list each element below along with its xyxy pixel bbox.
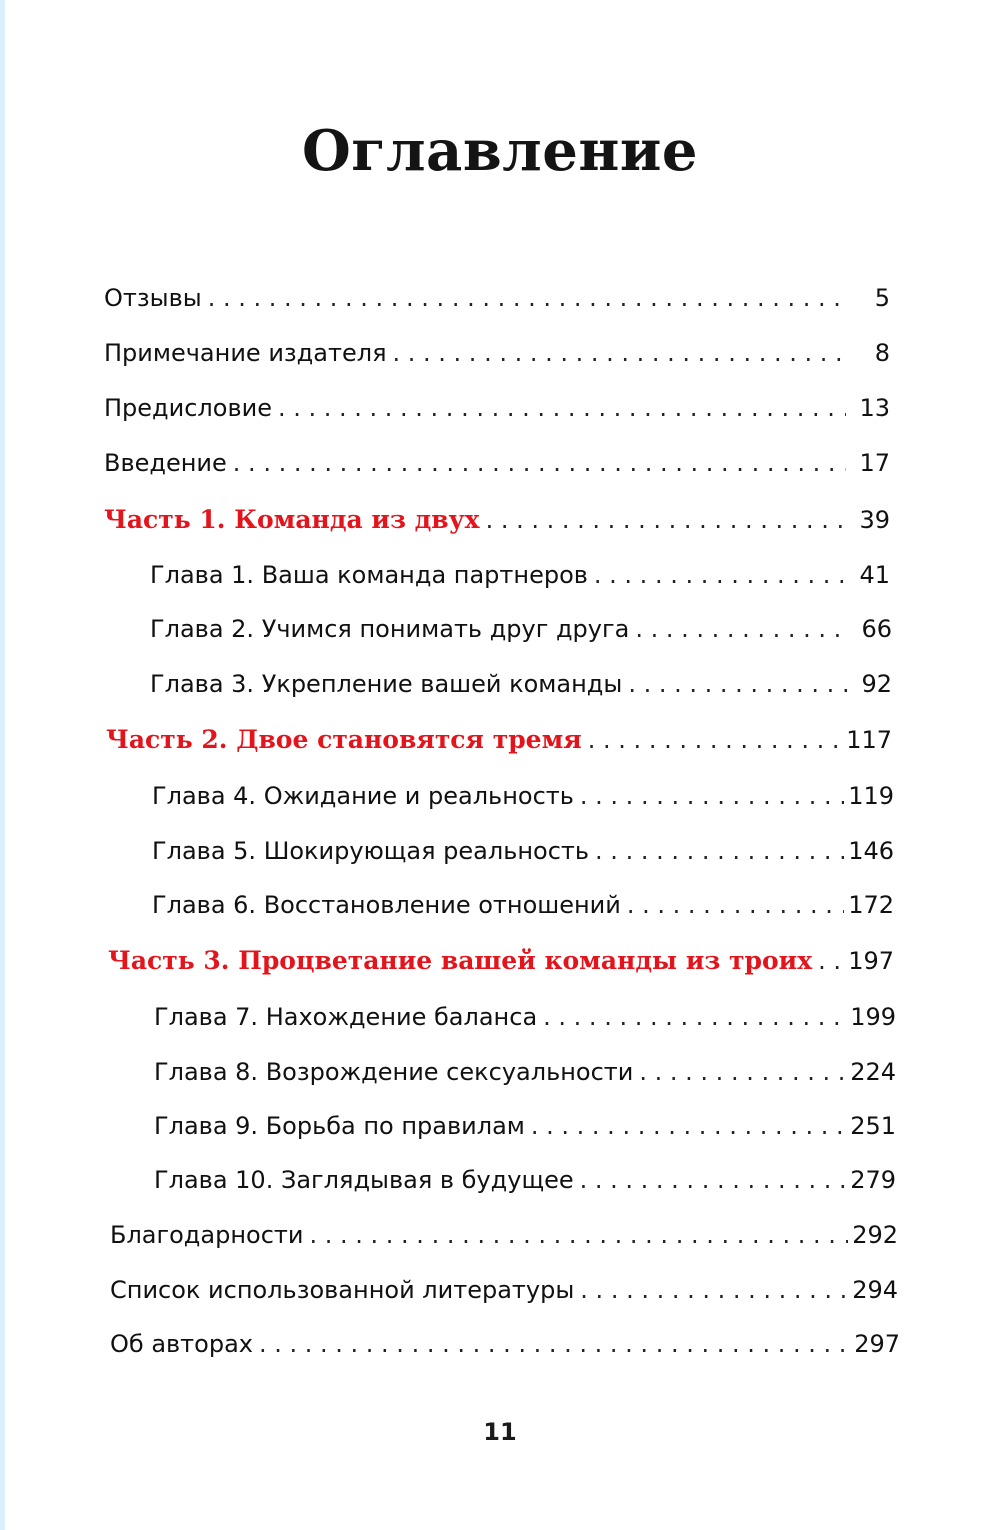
toc-part-1[interactable]	[104, 504, 890, 536]
toc-entry-page: 197	[848, 947, 894, 975]
toc-entry-label: Глава 9. Борьба по правилам	[154, 1112, 525, 1140]
toc-entry-label: Предисловие	[104, 394, 272, 422]
toc-entry-page: 146	[848, 837, 894, 865]
toc-entry-label: Глава 10. Заглядывая в будущее	[154, 1166, 574, 1194]
toc-entry-page: 8	[874, 339, 890, 367]
toc-entry-page: 17	[859, 449, 890, 477]
leader-dots	[278, 392, 846, 424]
toc-part-label: Часть 2. Двое становятся тремя	[106, 725, 582, 754]
toc-chapter-4[interactable]	[152, 780, 894, 812]
toc-entry-label: Глава 6. Восстановление отношений	[152, 891, 621, 919]
leader-dots	[310, 1219, 849, 1251]
toc-entry-publisher-note[interactable]	[104, 337, 890, 369]
leader-dots	[594, 559, 846, 591]
toc-entry-page: 41	[859, 561, 890, 589]
toc-entry-page: 13	[859, 394, 890, 422]
toc-entry-about-authors[interactable]	[110, 1328, 900, 1360]
toc-chapter-8[interactable]	[154, 1056, 896, 1088]
leader-dots	[259, 1328, 850, 1360]
toc-part-label: Часть 3. Процветание вашей команды из троих	[108, 946, 813, 975]
leader-dots	[580, 1274, 848, 1306]
toc-entry-label: Список использованной литературы	[110, 1276, 575, 1304]
toc-entry-page: 294	[852, 1276, 898, 1304]
toc-entry-page: 279	[850, 1166, 896, 1194]
toc-entry-label: Об авторах	[110, 1330, 253, 1358]
leader-dots	[580, 780, 844, 812]
toc-entry-bibliography[interactable]	[110, 1274, 898, 1306]
toc-part-2[interactable]	[106, 724, 892, 756]
leader-dots	[628, 668, 848, 700]
toc-entry-page: 292	[852, 1221, 898, 1249]
toc-entry-label: Введение	[104, 449, 227, 477]
toc-chapter-2[interactable]	[150, 613, 892, 645]
page-number: 11	[483, 1418, 517, 1446]
leader-dots	[531, 1110, 846, 1142]
toc-entry-page: 297	[854, 1330, 900, 1358]
toc-entry-reviews[interactable]	[104, 282, 890, 314]
toc-chapter-9[interactable]	[154, 1110, 896, 1142]
page-title: Оглавление	[301, 118, 699, 184]
toc-chapter-10[interactable]	[154, 1164, 896, 1196]
toc-entry-page: 5	[874, 284, 890, 312]
leader-dots	[393, 337, 846, 369]
toc-entry-label: Глава 2. Учимся понимать друг друга	[150, 615, 630, 643]
toc-entry-label: Отзывы	[104, 284, 202, 312]
toc-entry-page: 119	[848, 782, 894, 810]
toc-chapter-1[interactable]	[150, 559, 890, 591]
toc-entry-page: 199	[850, 1003, 896, 1031]
toc-chapter-6[interactable]	[152, 889, 894, 921]
leader-dots	[635, 613, 848, 645]
leader-dots	[588, 724, 842, 756]
toc-entry-page: 224	[850, 1058, 896, 1086]
toc-entry-label: Глава 8. Возрождение сексуальности	[154, 1058, 634, 1086]
toc-entry-introduction[interactable]	[104, 447, 890, 479]
leader-dots	[233, 447, 846, 479]
toc-entry-page: 66	[861, 615, 892, 643]
toc-entry-page: 251	[850, 1112, 896, 1140]
toc-entry-page: 92	[861, 670, 892, 698]
toc-entry-label: Благодарности	[110, 1221, 304, 1249]
toc-entry-label: Глава 7. Нахождение баланса	[154, 1003, 538, 1031]
leader-dots	[543, 1001, 846, 1033]
toc-part-3[interactable]	[108, 945, 894, 977]
toc-chapter-3[interactable]	[150, 668, 892, 700]
toc-entry-label: Примечание издателя	[104, 339, 387, 367]
toc-entry-page: 172	[848, 891, 894, 919]
toc-entry-label: Глава 4. Ожидание и реальность	[152, 782, 574, 810]
toc-chapter-7[interactable]	[154, 1001, 896, 1033]
toc-entry-page: 117	[846, 726, 892, 754]
toc-chapter-5[interactable]	[152, 835, 894, 867]
leader-dots	[627, 889, 844, 921]
leader-dots	[580, 1164, 847, 1196]
toc-entry-preface[interactable]	[104, 392, 890, 424]
toc-entry-label: Глава 3. Укрепление вашей команды	[150, 670, 623, 698]
leader-dots	[208, 282, 846, 314]
toc-entry-label: Глава 5. Шокирующая реальность	[152, 837, 590, 865]
toc-entry-acknowledgements[interactable]	[110, 1219, 898, 1251]
leader-dots	[486, 504, 846, 536]
leader-dots	[818, 945, 844, 977]
toc-entry-label: Глава 1. Ваша команда партнеров	[150, 561, 588, 589]
leader-dots	[595, 835, 844, 867]
toc-entry-page: 39	[859, 506, 890, 534]
leader-dots	[639, 1056, 846, 1088]
toc-part-label: Часть 1. Команда из двух	[104, 505, 480, 534]
